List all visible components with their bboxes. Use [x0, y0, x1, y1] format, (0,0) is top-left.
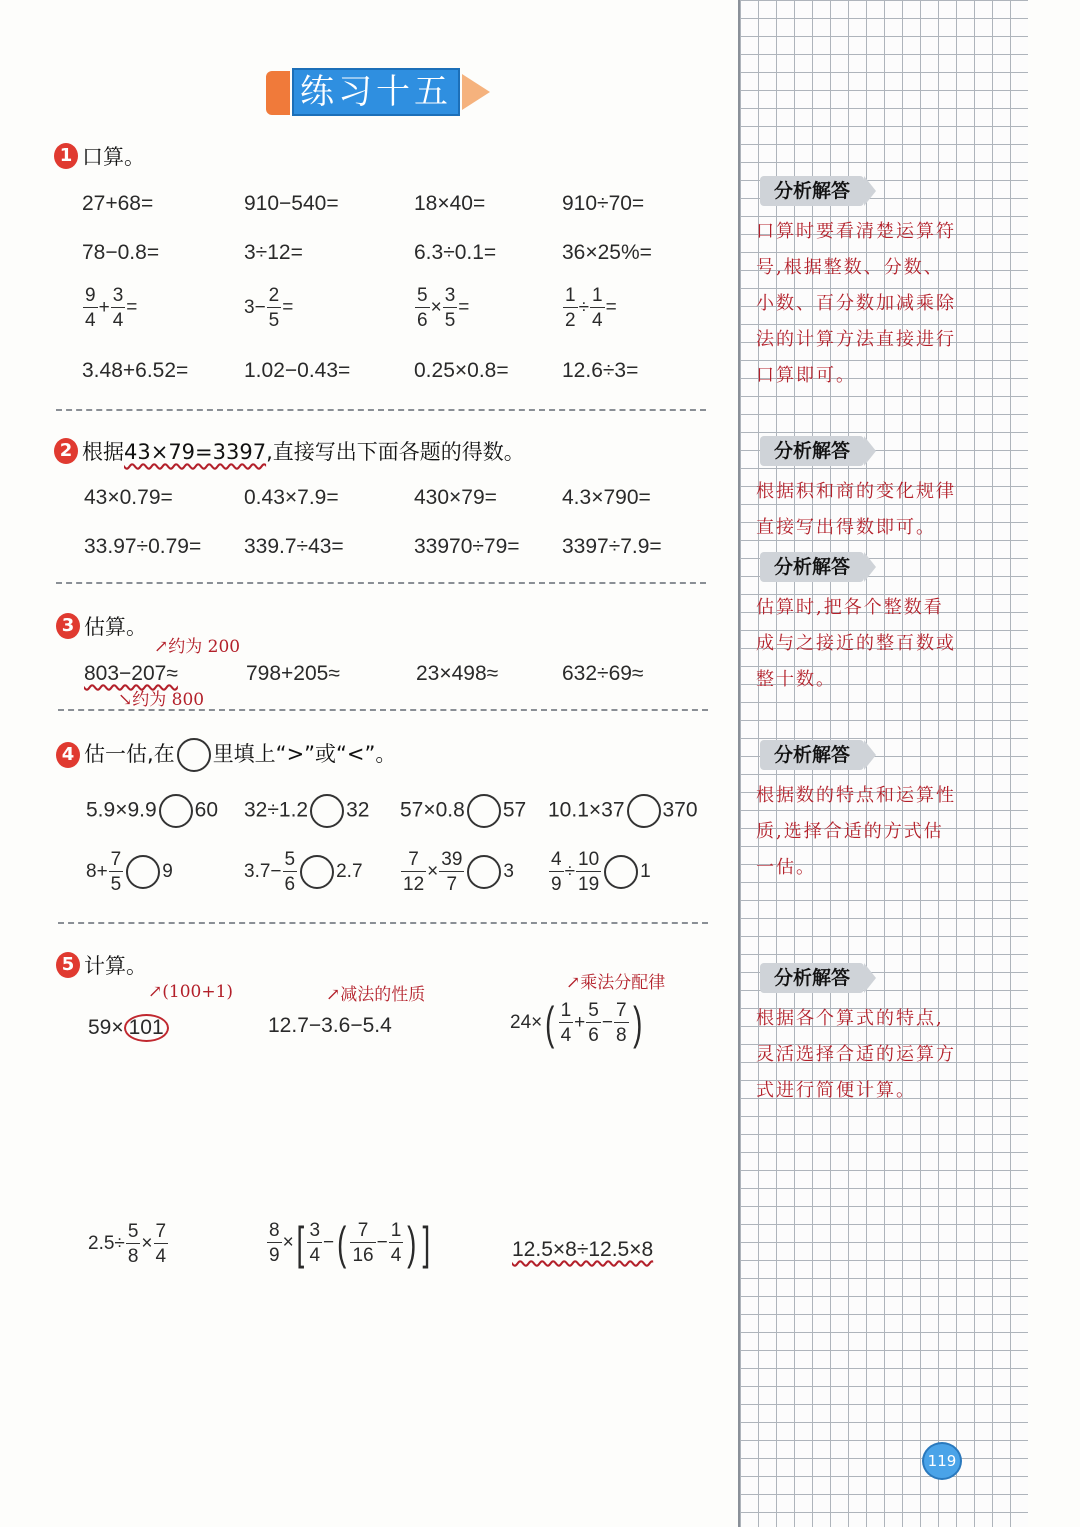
- q1-item: $\frac{5}{6}$ × $\frac{3}{5}$ =: [417, 285, 470, 331]
- q3-note-top: ↗约为 200: [154, 637, 241, 657]
- q1-item: $\frac{9}{4}$ + $\frac{3}{4}$ =: [85, 285, 138, 331]
- q2-item: 4.3×790=: [562, 486, 651, 509]
- analysis-tag: 分析解答: [760, 963, 864, 993]
- q1-item: 36×25%=: [562, 241, 652, 264]
- q1-item: 910÷70=: [562, 192, 645, 215]
- answer-circle[interactable]: [126, 855, 160, 889]
- q5-title: 计算。: [84, 954, 147, 978]
- q5-note-3: ↗乘法分配律: [566, 973, 666, 993]
- q4-item: $\frac{4}{9}$ ÷ $\frac{10}{19}$ 1: [551, 849, 651, 895]
- q4-item: 32÷1.2 32: [244, 794, 369, 828]
- q5-number-badge: 5: [56, 952, 80, 978]
- q5-expression-3: 24×( $\frac{1}{4}$ + $\frac{5}{6}$ − $\frac{7}{8}$ ): [510, 997, 642, 1049]
- q3-note-bottom: ↘约为 800: [118, 690, 205, 710]
- q5-expression-1: 59× 101: [88, 1014, 169, 1042]
- q5-note-2: ↗减法的性质: [326, 985, 426, 1005]
- q5-expression-5: $\frac{8}{9}$ ×[ $\frac{3}{4}$ −( $\frac{7}{16}$ − $\frac{1}{4}$ ) ]: [269, 1217, 430, 1269]
- q1-item: 1.02−0.43=: [244, 359, 351, 382]
- q1-item: 78−0.8=: [82, 241, 160, 264]
- q2-item: 430×79=: [414, 486, 497, 509]
- q1-item: $\frac{1}{2}$ ÷ $\frac{1}{4}$ =: [565, 285, 617, 331]
- q3-item: 23×498≈: [416, 662, 499, 685]
- title-pencil-tip: [462, 74, 490, 110]
- page-number: 119: [927, 1452, 957, 1470]
- answer-circle[interactable]: [467, 855, 501, 889]
- divider: [56, 582, 706, 584]
- q2-item: 339.7÷43=: [244, 535, 344, 558]
- q2-item: 33.97÷0.79=: [84, 535, 202, 558]
- analysis-tag: 分析解答: [760, 740, 864, 770]
- q1-item: 910−540=: [244, 192, 339, 215]
- answer-circle[interactable]: [159, 794, 193, 828]
- q5-expression-6: 12.5×8÷12.5×8: [512, 1238, 654, 1261]
- answer-circle[interactable]: [467, 794, 501, 828]
- divider: [58, 709, 708, 711]
- answer-circle[interactable]: [300, 855, 334, 889]
- q1-item: 3.48+6.52=: [82, 359, 189, 382]
- q5-expression-2: 12.7−3.6−5.4: [268, 1014, 392, 1037]
- q2-item: 3397÷7.9=: [562, 535, 662, 558]
- q2-title: 根据43×79=3397,直接写出下面各题的得数。: [82, 440, 525, 464]
- q3-item: 798+205≈: [246, 662, 340, 685]
- q3-title: 估算。: [84, 615, 147, 639]
- title-box: [292, 68, 460, 116]
- q1-item: 3− $\frac{2}{5}$ =: [244, 285, 294, 331]
- q1-number-badge: 1: [54, 143, 78, 169]
- q4-number-badge: 4: [56, 742, 80, 768]
- title-pencil-end: [266, 71, 290, 115]
- answer-circle[interactable]: [627, 794, 661, 828]
- page-title: 练习十五: [300, 72, 452, 112]
- q3-item: 632÷69≈: [562, 662, 644, 685]
- q4-item: 8+ $\frac{7}{5}$ 9: [86, 849, 173, 895]
- q2-number-badge: 2: [54, 438, 78, 464]
- q4-item: $\frac{7}{12}$ × $\frac{39}{7}$ 3: [403, 849, 514, 895]
- q5-note-1: ↗(100+1): [148, 982, 234, 1002]
- analysis-note-3: 估算时,把各个整数看成与之接近的整百数或整十数。: [756, 597, 956, 690]
- q2-item: 0.43×7.9=: [244, 486, 339, 509]
- q1-title: 口算。: [82, 145, 145, 169]
- q4-item: 57×0.8 57: [400, 794, 526, 828]
- q4-title: 估一估,在 里填上“>”或“<”。: [84, 738, 396, 772]
- analysis-note-2: 根据积和商的变化规律直接写出得数即可。: [756, 481, 956, 538]
- page-number-badge: [922, 1442, 962, 1480]
- analysis-tag: 分析解答: [760, 176, 864, 206]
- q2-item: 33970÷79=: [414, 535, 520, 558]
- analysis-tag: 分析解答: [760, 436, 864, 466]
- answer-circle[interactable]: [604, 855, 638, 889]
- q5-expression-4: 2.5÷ $\frac{5}{8}$ × $\frac{7}{4}$: [88, 1221, 167, 1267]
- q4-item: 5.9×9.9 60: [86, 794, 218, 828]
- divider: [56, 409, 706, 411]
- divider: [58, 922, 708, 924]
- q1-item: 6.3÷0.1=: [414, 241, 497, 264]
- page-margin: [1028, 0, 1080, 1527]
- q1-item: 27+68=: [82, 192, 154, 215]
- answer-circle[interactable]: [310, 794, 344, 828]
- answer-circle: [177, 738, 211, 772]
- q1-item: 0.25×0.8=: [414, 359, 509, 382]
- analysis-tag: 分析解答: [760, 552, 864, 582]
- q2-item: 43×0.79=: [84, 486, 173, 509]
- q3-item: 803−207≈: [84, 662, 178, 685]
- analysis-note-5: 根据各个算式的特点,灵活选择合适的运算方式进行简便计算。: [756, 1008, 956, 1101]
- analysis-note-1: 口算时要看清楚运算符号,根据整数、分数、小数、百分数加减乘除法的计算方法直接进行口算即可。: [756, 221, 956, 386]
- q3-number-badge: 3: [56, 613, 80, 639]
- q4-item: 10.1×37 370: [548, 794, 698, 828]
- q1-item: 12.6÷3=: [562, 359, 639, 382]
- q1-item: 18×40=: [414, 192, 486, 215]
- q1-item: 3÷12=: [244, 241, 303, 264]
- analysis-note-4: 根据数的特点和运算性质,选择合适的方式估一估。: [756, 785, 956, 878]
- title-banner: [266, 68, 494, 118]
- q4-item: 3.7− $\frac{5}{6}$ 2.7: [244, 849, 363, 895]
